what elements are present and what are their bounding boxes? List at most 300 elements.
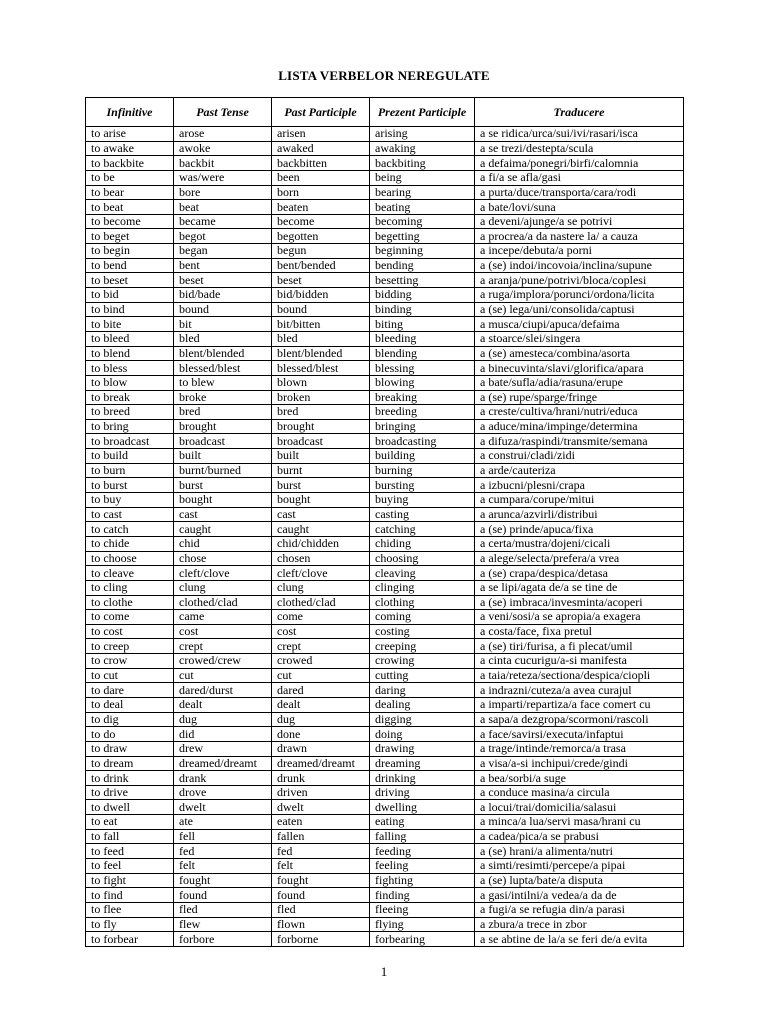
past-participle-cell: felt: [272, 859, 370, 874]
past-participle-cell: drunk: [272, 771, 370, 786]
table-row: [86, 859, 684, 874]
past-tense-cell: bound: [174, 302, 272, 317]
past-participle-cell: drawn: [272, 741, 370, 756]
translation-cell: a visa/a-si inchipui/crede/gindi: [475, 756, 684, 771]
table-row: [86, 815, 684, 830]
table-row: [86, 127, 684, 142]
past-participle-cell: broken: [272, 390, 370, 405]
past-tense-cell: came: [174, 610, 272, 625]
infinitive-cell: to bleed: [86, 331, 174, 346]
past-participle-cell: dreamed/dreamt: [272, 756, 370, 771]
translation-cell: a (se) indoi/incovoia/inclina/supune: [475, 258, 684, 273]
translation-cell: a (se) amesteca/combina/asorta: [475, 346, 684, 361]
translation-cell: a arde/cauteriza: [475, 463, 684, 478]
translation-cell: a indrazni/cuteza/a avea curajul: [475, 683, 684, 698]
table-row: [86, 610, 684, 625]
translation-cell: a (se) lega/uni/consolida/captusi: [475, 302, 684, 317]
infinitive-cell: to begin: [86, 244, 174, 259]
table-row: [86, 156, 684, 171]
past-tense-cell: clothed/clad: [174, 595, 272, 610]
table-row: [86, 902, 684, 917]
past-tense-cell: dug: [174, 712, 272, 727]
past-participle-cell: beset: [272, 273, 370, 288]
translation-cell: a minca/a lua/servi masa/hrani cu: [475, 815, 684, 830]
past-participle-cell: cast: [272, 507, 370, 522]
infinitive-cell: to fight: [86, 873, 174, 888]
translation-cell: a veni/sosi/a se apropia/a exagera: [475, 610, 684, 625]
past-participle-cell: blent/blended: [272, 346, 370, 361]
past-participle-cell: dug: [272, 712, 370, 727]
past-participle-cell: burnt: [272, 463, 370, 478]
translation-cell: a purta/duce/transporta/cara/rodi: [475, 185, 684, 200]
present-participle-cell: backbiting: [370, 156, 475, 171]
table-row: [86, 888, 684, 903]
infinitive-cell: to backbite: [86, 156, 174, 171]
translation-cell: a musca/ciupi/apuca/defaima: [475, 317, 684, 332]
past-tense-cell: begot: [174, 229, 272, 244]
past-participle-cell: awaked: [272, 141, 370, 156]
translation-cell: a izbucni/plesni/crapa: [475, 478, 684, 493]
translation-cell: a ruga/implora/porunci/ordona/licita: [475, 288, 684, 303]
translation-cell: a locui/trai/domicilia/salasui: [475, 800, 684, 815]
past-tense-cell: broadcast: [174, 434, 272, 449]
table-row: [86, 288, 684, 303]
past-participle-cell: found: [272, 888, 370, 903]
past-tense-cell: fled: [174, 902, 272, 917]
table-row: [86, 756, 684, 771]
present-participle-cell: blessing: [370, 361, 475, 376]
present-participle-cell: digging: [370, 712, 475, 727]
translation-cell: a cinta cucurigu/a-si manifesta: [475, 654, 684, 669]
past-tense-cell: crowed/crew: [174, 654, 272, 669]
infinitive-cell: to broadcast: [86, 434, 174, 449]
table-row: [86, 727, 684, 742]
present-participle-cell: driving: [370, 785, 475, 800]
translation-cell: a imparti/repartiza/a face comert cu: [475, 697, 684, 712]
past-tense-cell: fell: [174, 829, 272, 844]
past-participle-cell: cut: [272, 668, 370, 683]
table-row: [86, 375, 684, 390]
past-participle-cell: cleft/clove: [272, 566, 370, 581]
past-participle-cell: backbitten: [272, 156, 370, 171]
present-participle-cell: beating: [370, 200, 475, 215]
past-participle-cell: chosen: [272, 551, 370, 566]
past-tense-cell: flew: [174, 917, 272, 932]
infinitive-cell: to find: [86, 888, 174, 903]
table-row: [86, 741, 684, 756]
infinitive-cell: to flee: [86, 902, 174, 917]
past-participle-cell: bound: [272, 302, 370, 317]
past-tense-cell: chose: [174, 551, 272, 566]
present-participle-cell: eating: [370, 815, 475, 830]
translation-cell: a procrea/a da nastere la/ a cauza: [475, 229, 684, 244]
past-tense-cell: bred: [174, 405, 272, 420]
past-participle-cell: bred: [272, 405, 370, 420]
table-row: [86, 419, 684, 434]
infinitive-cell: to be: [86, 170, 174, 185]
infinitive-cell: to blend: [86, 346, 174, 361]
table-row: [86, 141, 684, 156]
past-participle-cell: burst: [272, 478, 370, 493]
infinitive-cell: to catch: [86, 522, 174, 537]
past-participle-cell: come: [272, 610, 370, 625]
past-participle-cell: born: [272, 185, 370, 200]
table-row: [86, 331, 684, 346]
translation-cell: a deveni/ajunge/a se potrivi: [475, 214, 684, 229]
past-participle-cell: begun: [272, 244, 370, 259]
present-participle-cell: bleeding: [370, 331, 475, 346]
present-participle-cell: bursting: [370, 478, 475, 493]
present-participle-cell: catching: [370, 522, 475, 537]
past-participle-cell: beaten: [272, 200, 370, 215]
past-tense-cell: fought: [174, 873, 272, 888]
present-participle-cell: breaking: [370, 390, 475, 405]
table-row: [86, 346, 684, 361]
present-participle-cell: buying: [370, 493, 475, 508]
translation-cell: a se abtine de la/a se feri de/a evita: [475, 932, 684, 947]
past-tense-cell: arose: [174, 127, 272, 142]
past-tense-cell: clung: [174, 580, 272, 595]
table-row: [86, 170, 684, 185]
past-tense-cell: became: [174, 214, 272, 229]
present-participle-cell: choosing: [370, 551, 475, 566]
present-participle-cell: chiding: [370, 536, 475, 551]
column-header-past-tense: Past Tense: [174, 98, 272, 127]
past-participle-cell: flown: [272, 917, 370, 932]
past-tense-cell: did: [174, 727, 272, 742]
past-participle-cell: become: [272, 214, 370, 229]
present-participle-cell: cleaving: [370, 566, 475, 581]
past-tense-cell: fed: [174, 844, 272, 859]
translation-cell: a taia/reteza/sectiona/despica/ciopli: [475, 668, 684, 683]
past-tense-cell: drank: [174, 771, 272, 786]
table-row: [86, 273, 684, 288]
present-participle-cell: biting: [370, 317, 475, 332]
infinitive-cell: to chide: [86, 536, 174, 551]
present-participle-cell: finding: [370, 888, 475, 903]
past-tense-cell: chid: [174, 536, 272, 551]
infinitive-cell: to deal: [86, 697, 174, 712]
past-tense-cell: cut: [174, 668, 272, 683]
present-participle-cell: forbearing: [370, 932, 475, 947]
past-participle-cell: eaten: [272, 815, 370, 830]
past-tense-cell: ate: [174, 815, 272, 830]
present-participle-cell: clinging: [370, 580, 475, 595]
infinitive-cell: to come: [86, 610, 174, 625]
infinitive-cell: to eat: [86, 815, 174, 830]
infinitive-cell: to forbear: [86, 932, 174, 947]
infinitive-cell: to breed: [86, 405, 174, 420]
table-row: [86, 405, 684, 420]
translation-cell: a fugi/a se refugia din/a parasi: [475, 902, 684, 917]
translation-cell: a incepe/debuta/a porni: [475, 244, 684, 259]
infinitive-cell: to crow: [86, 654, 174, 669]
infinitive-cell: to bind: [86, 302, 174, 317]
past-tense-cell: crept: [174, 639, 272, 654]
infinitive-cell: to burst: [86, 478, 174, 493]
present-participle-cell: bending: [370, 258, 475, 273]
present-participle-cell: coming: [370, 610, 475, 625]
table-row: [86, 844, 684, 859]
translation-cell: a fi/a se afla/gasi: [475, 170, 684, 185]
translation-cell: a alege/selecta/prefera/a vrea: [475, 551, 684, 566]
translation-cell: a cumpara/corupe/mitui: [475, 493, 684, 508]
translation-cell: a creste/cultiva/hrani/nutri/educa: [475, 405, 684, 420]
past-tense-cell: bought: [174, 493, 272, 508]
translation-cell: a aduce/mina/impinge/determina: [475, 419, 684, 434]
table-row: [86, 361, 684, 376]
translation-cell: a trage/intinde/remorca/a trasa: [475, 741, 684, 756]
infinitive-cell: to fly: [86, 917, 174, 932]
infinitive-cell: to build: [86, 449, 174, 464]
present-participle-cell: doing: [370, 727, 475, 742]
infinitive-cell: to bid: [86, 288, 174, 303]
translation-cell: a simti/resimti/percepe/a pipai: [475, 859, 684, 874]
past-participle-cell: arisen: [272, 127, 370, 142]
table-row: [86, 829, 684, 844]
past-participle-cell: dealt: [272, 697, 370, 712]
past-participle-cell: crept: [272, 639, 370, 654]
column-header-present-participle: Prezent Participle: [370, 98, 475, 127]
present-participle-cell: clothing: [370, 595, 475, 610]
present-participle-cell: becoming: [370, 214, 475, 229]
table-row: [86, 493, 684, 508]
translation-cell: a arunca/azvirli/distribui: [475, 507, 684, 522]
past-tense-cell: bent: [174, 258, 272, 273]
table-row: [86, 185, 684, 200]
translation-cell: a conduce masina/a circula: [475, 785, 684, 800]
past-participle-cell: fed: [272, 844, 370, 859]
infinitive-cell: to cut: [86, 668, 174, 683]
present-participle-cell: bearing: [370, 185, 475, 200]
past-participle-cell: brought: [272, 419, 370, 434]
translation-cell: a defaima/ponegri/birfi/calomnia: [475, 156, 684, 171]
present-participle-cell: awaking: [370, 141, 475, 156]
present-participle-cell: fleeing: [370, 902, 475, 917]
present-participle-cell: bringing: [370, 419, 475, 434]
infinitive-cell: to bless: [86, 361, 174, 376]
past-participle-cell: been: [272, 170, 370, 185]
past-tense-cell: burst: [174, 478, 272, 493]
table-row: [86, 668, 684, 683]
infinitive-cell: to buy: [86, 493, 174, 508]
translation-cell: a costa/face, fixa pretul: [475, 624, 684, 639]
infinitive-cell: to become: [86, 214, 174, 229]
present-participle-cell: drinking: [370, 771, 475, 786]
past-participle-cell: bled: [272, 331, 370, 346]
irregular-verbs-table: [85, 97, 684, 947]
present-participle-cell: being: [370, 170, 475, 185]
infinitive-cell: to blow: [86, 375, 174, 390]
translation-cell: a se ridica/urca/sui/ivi/rasari/isca: [475, 127, 684, 142]
past-participle-cell: clung: [272, 580, 370, 595]
table-row: [86, 639, 684, 654]
table-row: [86, 258, 684, 273]
past-tense-cell: broke: [174, 390, 272, 405]
past-tense-cell: bled: [174, 331, 272, 346]
translation-cell: a sapa/a dezgropa/scormoni/rascoli: [475, 712, 684, 727]
translation-cell: a (se) hrani/a alimenta/nutri: [475, 844, 684, 859]
past-tense-cell: dwelt: [174, 800, 272, 815]
table-row: [86, 683, 684, 698]
table-row: [86, 624, 684, 639]
past-tense-cell: backbit: [174, 156, 272, 171]
translation-cell: a bate/lovi/suna: [475, 200, 684, 215]
present-participle-cell: daring: [370, 683, 475, 698]
past-tense-cell: brought: [174, 419, 272, 434]
past-participle-cell: begotten: [272, 229, 370, 244]
past-tense-cell: dealt: [174, 697, 272, 712]
infinitive-cell: to beget: [86, 229, 174, 244]
infinitive-cell: to do: [86, 727, 174, 742]
past-tense-cell: built: [174, 449, 272, 464]
translation-cell: a se lipi/agata de/a se tine de: [475, 580, 684, 595]
past-tense-cell: bit: [174, 317, 272, 332]
infinitive-cell: to break: [86, 390, 174, 405]
page-title: LISTA VERBELOR NEREGULATE: [278, 68, 490, 83]
translation-cell: a (se) prinde/apuca/fixa: [475, 522, 684, 537]
table-row: [86, 536, 684, 551]
past-participle-cell: fought: [272, 873, 370, 888]
infinitive-cell: to cleave: [86, 566, 174, 581]
past-participle-cell: clothed/clad: [272, 595, 370, 610]
infinitive-cell: to cast: [86, 507, 174, 522]
present-participle-cell: dwelling: [370, 800, 475, 815]
translation-cell: a certa/mustra/dojeni/cicali: [475, 536, 684, 551]
present-participle-cell: begetting: [370, 229, 475, 244]
past-tense-cell: to blew: [174, 375, 272, 390]
table-row: [86, 302, 684, 317]
table-row: [86, 390, 684, 405]
infinitive-cell: to creep: [86, 639, 174, 654]
past-tense-cell: burnt/burned: [174, 463, 272, 478]
past-tense-cell: began: [174, 244, 272, 259]
past-participle-cell: cost: [272, 624, 370, 639]
present-participle-cell: creeping: [370, 639, 475, 654]
past-participle-cell: bought: [272, 493, 370, 508]
present-participle-cell: costing: [370, 624, 475, 639]
column-header-past-participle: Past Participle: [272, 98, 370, 127]
table-row: [86, 449, 684, 464]
table-row: [86, 463, 684, 478]
table-row: [86, 551, 684, 566]
present-participle-cell: arising: [370, 127, 475, 142]
present-participle-cell: cutting: [370, 668, 475, 683]
past-tense-cell: found: [174, 888, 272, 903]
table-row: [86, 595, 684, 610]
translation-cell: a se trezi/destepta/scula: [475, 141, 684, 156]
page-number: 1: [380, 964, 388, 979]
past-participle-cell: fallen: [272, 829, 370, 844]
past-tense-cell: bid/bade: [174, 288, 272, 303]
infinitive-cell: to beat: [86, 200, 174, 215]
present-participle-cell: crowing: [370, 654, 475, 669]
present-participle-cell: fighting: [370, 873, 475, 888]
infinitive-cell: to burn: [86, 463, 174, 478]
table-row: [86, 317, 684, 332]
past-tense-cell: forbore: [174, 932, 272, 947]
infinitive-cell: to drink: [86, 771, 174, 786]
table-row: [86, 580, 684, 595]
infinitive-cell: to feel: [86, 859, 174, 874]
infinitive-cell: to cost: [86, 624, 174, 639]
infinitive-cell: to draw: [86, 741, 174, 756]
past-participle-cell: dwelt: [272, 800, 370, 815]
table-row: [86, 932, 684, 947]
table-row: [86, 697, 684, 712]
present-participle-cell: building: [370, 449, 475, 464]
past-tense-cell: drove: [174, 785, 272, 800]
infinitive-cell: to arise: [86, 127, 174, 142]
present-participle-cell: flying: [370, 917, 475, 932]
translation-cell: a gasi/intilni/a vedea/a da de: [475, 888, 684, 903]
translation-cell: a (se) rupe/sparge/fringe: [475, 390, 684, 405]
present-participle-cell: falling: [370, 829, 475, 844]
infinitive-cell: to bring: [86, 419, 174, 434]
past-tense-cell: awoke: [174, 141, 272, 156]
translation-cell: a zbura/a trece in zbor: [475, 917, 684, 932]
infinitive-cell: to clothe: [86, 595, 174, 610]
column-header-translation: Traducere: [475, 98, 684, 127]
present-participle-cell: casting: [370, 507, 475, 522]
present-participle-cell: broadcasting: [370, 434, 475, 449]
translation-cell: a cadea/pica/a se prabusi: [475, 829, 684, 844]
past-tense-cell: cleft/clove: [174, 566, 272, 581]
infinitive-cell: to cling: [86, 580, 174, 595]
infinitive-cell: to bite: [86, 317, 174, 332]
past-participle-cell: forborne: [272, 932, 370, 947]
past-tense-cell: was/were: [174, 170, 272, 185]
table-row: [86, 654, 684, 669]
translation-cell: a (se) crapa/despica/detasa: [475, 566, 684, 581]
present-participle-cell: drawing: [370, 741, 475, 756]
present-participle-cell: bidding: [370, 288, 475, 303]
infinitive-cell: to bend: [86, 258, 174, 273]
translation-cell: a face/savirsi/executa/infaptui: [475, 727, 684, 742]
past-participle-cell: fled: [272, 902, 370, 917]
infinitive-cell: to drive: [86, 785, 174, 800]
infinitive-cell: to dare: [86, 683, 174, 698]
infinitive-cell: to beset: [86, 273, 174, 288]
translation-cell: a bea/sorbi/a suge: [475, 771, 684, 786]
table-row: [86, 478, 684, 493]
table-row: [86, 244, 684, 259]
past-tense-cell: beset: [174, 273, 272, 288]
infinitive-cell: to dream: [86, 756, 174, 771]
table-row: [86, 522, 684, 537]
infinitive-cell: to awake: [86, 141, 174, 156]
past-tense-cell: dreamed/dreamt: [174, 756, 272, 771]
infinitive-cell: to bear: [86, 185, 174, 200]
past-participle-cell: blessed/blest: [272, 361, 370, 376]
present-participle-cell: burning: [370, 463, 475, 478]
present-participle-cell: dreaming: [370, 756, 475, 771]
past-tense-cell: cost: [174, 624, 272, 639]
table-row: [86, 800, 684, 815]
translation-cell: a stoarce/slei/singera: [475, 331, 684, 346]
translation-cell: a construi/cladi/zidi: [475, 449, 684, 464]
past-tense-cell: bore: [174, 185, 272, 200]
present-participle-cell: binding: [370, 302, 475, 317]
past-tense-cell: blent/blended: [174, 346, 272, 361]
past-participle-cell: chid/chidden: [272, 536, 370, 551]
past-participle-cell: dared: [272, 683, 370, 698]
past-participle-cell: done: [272, 727, 370, 742]
table-row: [86, 917, 684, 932]
present-participle-cell: breeding: [370, 405, 475, 420]
past-participle-cell: crowed: [272, 654, 370, 669]
present-participle-cell: dealing: [370, 697, 475, 712]
